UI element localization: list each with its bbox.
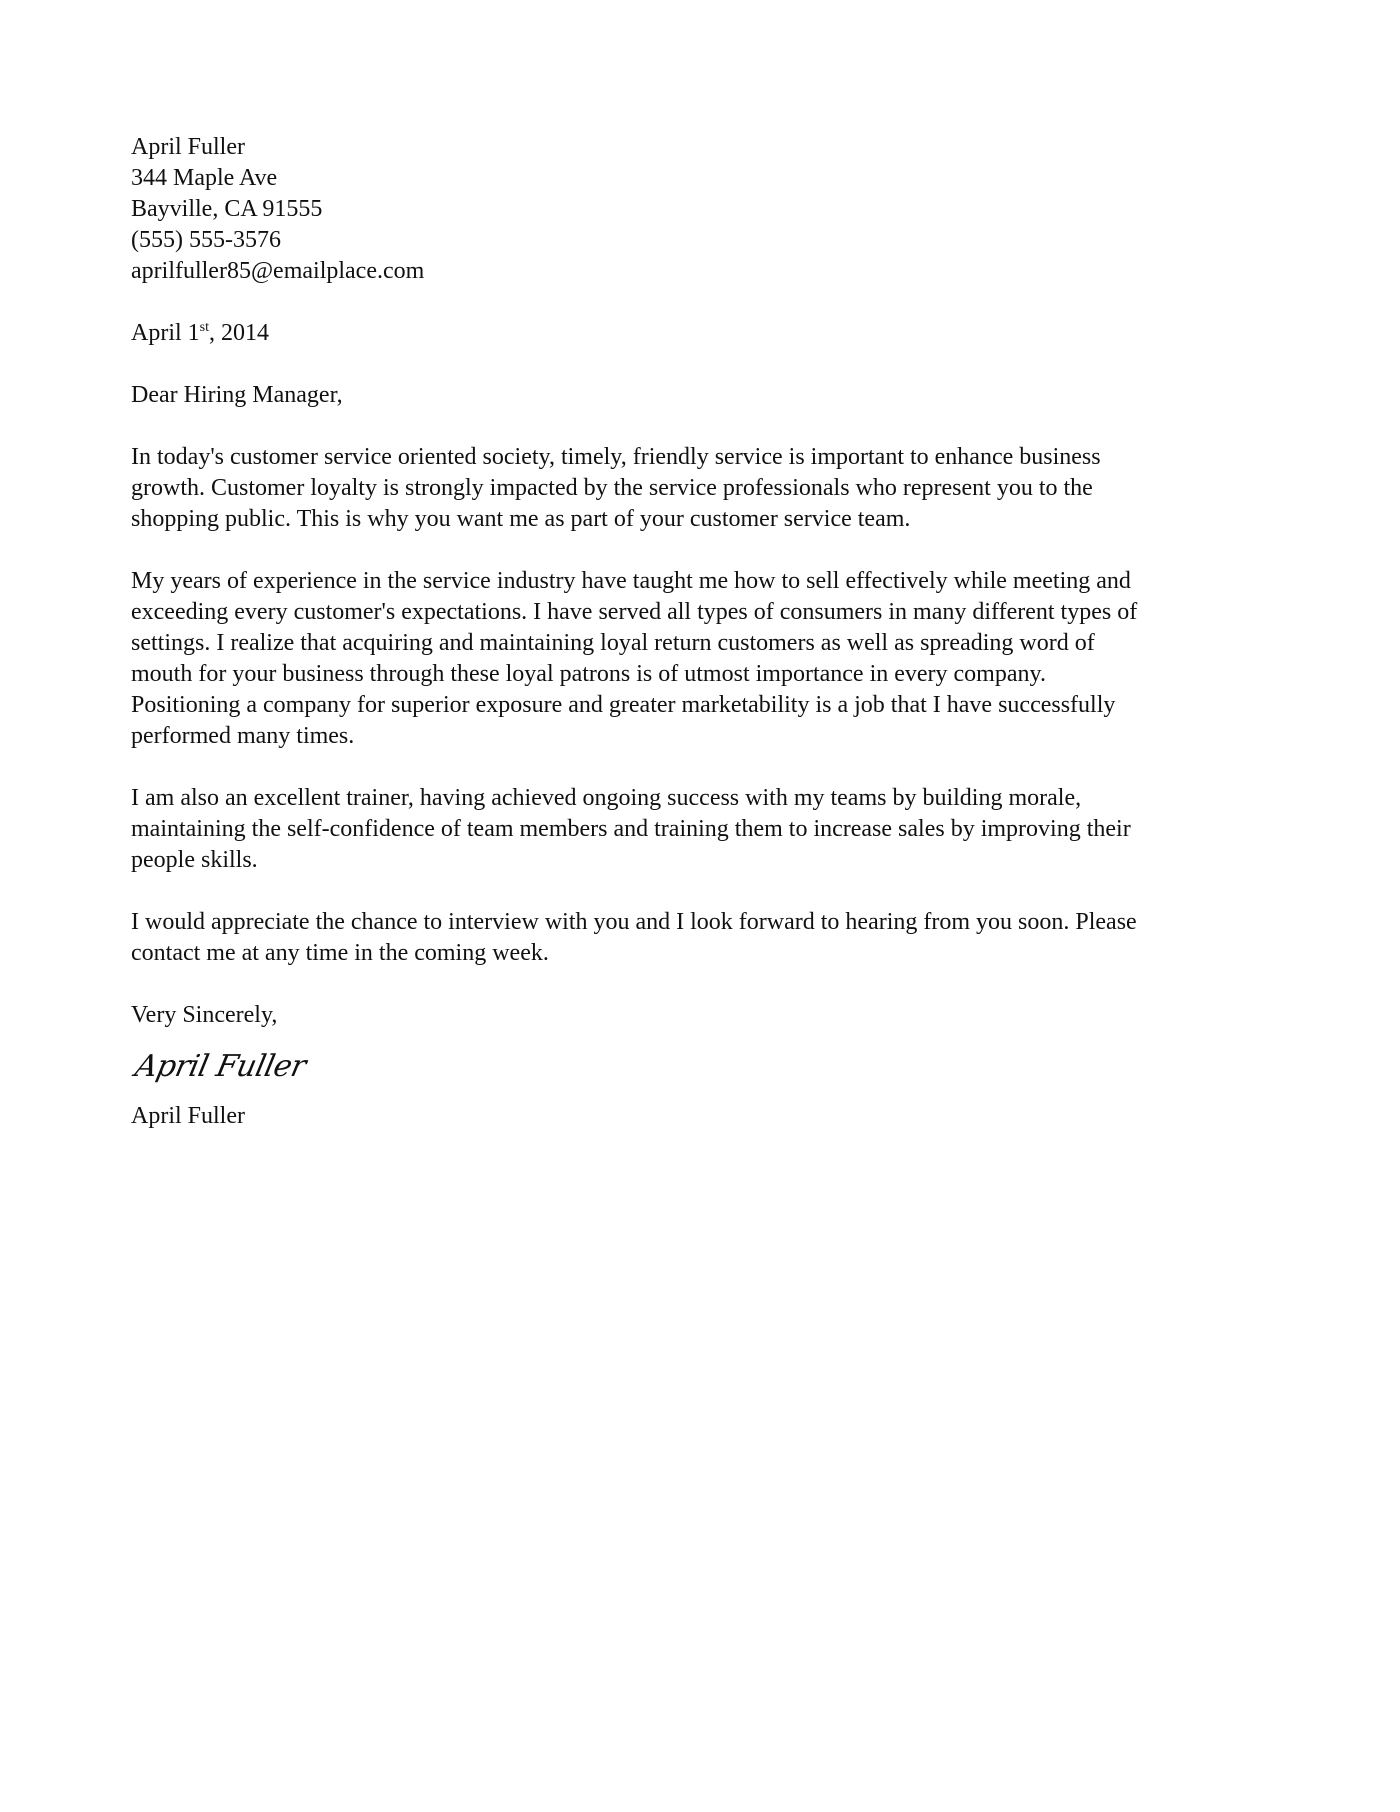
paragraph-line: settings. I realize that acquiring and maintaining loyal return customers as well as spreading word of [131, 630, 1095, 656]
paragraph-line: maintaining the self-confidence of team members and training them to increase sales by improving their [131, 816, 1131, 842]
letter-date [131, 318, 1281, 349]
body-paragraph-2 [131, 566, 1281, 752]
sender-city-state-zip: Bayville, CA 91555 [131, 196, 323, 222]
sender-email: aprilfuller85@emailplace.com [131, 258, 425, 284]
paragraph-line: In today's customer service oriented society, timely, friendly service is important to enhance business [131, 444, 1101, 470]
sender-name: April Fuller [131, 134, 245, 160]
sender-phone: (555) 555-3576 [131, 227, 281, 253]
paragraph-line: I am also an excellent trainer, having achieved ongoing success with my teams by building morale, [131, 785, 1082, 811]
signed-name: April Fuller [131, 1103, 245, 1129]
paragraph-line: people skills. [131, 847, 258, 873]
body-paragraph-1 [131, 442, 1281, 535]
letter-page [131, 132, 1281, 1132]
paragraph-line: My years of experience in the service industry have taught me how to sell effectively while meeting and [131, 568, 1131, 594]
paragraph-line: mouth for your business through these loyal patrons is of utmost importance in every company. [131, 661, 1046, 687]
body-paragraph-4 [131, 907, 1281, 969]
body-paragraph-3 [131, 783, 1281, 876]
salutation: Dear Hiring Manager, [131, 382, 343, 408]
paragraph-line: shopping public. This is why you want me as part of your customer service team. [131, 506, 911, 532]
paragraph-line: growth. Customer loyalty is strongly impacted by the service professionals who represent you to the [131, 475, 1093, 501]
paragraph-line: performed many times. [131, 723, 355, 749]
sender-street: 344 Maple Ave [131, 165, 278, 191]
signature: April Fuller [132, 1049, 309, 1084]
paragraph-line: contact me at any time in the coming week. [131, 940, 549, 966]
date-day: April 1 [131, 320, 200, 346]
closing: Very Sincerely, [131, 1002, 278, 1028]
paragraph-line: I would appreciate the chance to interview with you and I look forward to hearing from you soon. Please [131, 909, 1137, 935]
paragraph-line: exceeding every customer's expectations. I have served all types of consumers in many different types of [131, 599, 1138, 625]
sender-block [131, 132, 1281, 287]
date-year: , 2014 [209, 320, 270, 346]
paragraph-line: Positioning a company for superior exposure and greater marketability is a job that I have successfully [131, 692, 1116, 718]
date-ordinal-suffix: st [199, 320, 210, 335]
